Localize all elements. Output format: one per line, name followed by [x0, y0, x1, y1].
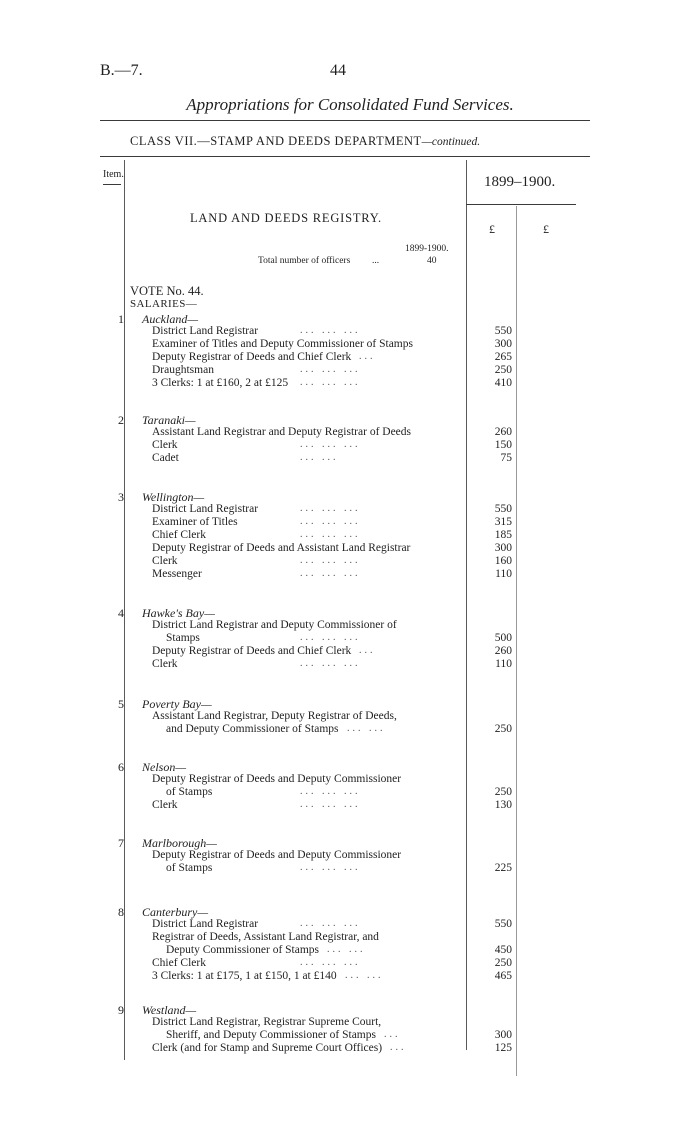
salary-row [0, 918, 700, 931]
salary-description: Assistant Land Registrar, Deputy Registrar of Deeds, [152, 710, 397, 722]
salary-row [0, 710, 700, 723]
salary-amount: 300 [494, 542, 512, 554]
currency-header-1: £ [489, 222, 495, 236]
item-number: 6 [118, 760, 124, 774]
item-number: 8 [118, 905, 124, 919]
salary-row [0, 325, 700, 338]
salary-description: 3 Clerks: 1 at £175, 1 at £150, 1 at £140 [152, 970, 337, 982]
salary-amount: 300 [494, 1029, 512, 1041]
salary-row [0, 970, 700, 983]
leader-dots: ... ... ... [300, 439, 361, 450]
vote-heading: VOTE No. 44. [130, 284, 204, 298]
salary-row [0, 723, 700, 736]
officers-count: 40 [427, 256, 437, 266]
salary-row [0, 568, 700, 581]
item-number: 4 [118, 606, 124, 620]
salary-amount: 250 [494, 364, 512, 376]
salary-row [0, 452, 700, 465]
salary-row [0, 377, 700, 390]
salary-amount: 410 [494, 377, 512, 389]
leader-dots: ... ... [347, 723, 386, 734]
leader-dots: ... ... ... [300, 568, 361, 579]
salary-amount: 125 [494, 1042, 512, 1054]
year-column-header: 1899–1900. [484, 174, 556, 190]
salary-description: District Land Registrar, Registrar Supreme Court, [152, 1016, 382, 1028]
leader-dots: ... ... [300, 452, 339, 463]
salary-row [0, 645, 700, 658]
salary-description: Deputy Registrar of Deeds and Deputy Commissioner [152, 849, 402, 861]
salary-description: Clerk (and for Stamp and Supreme Court Offices) [152, 1042, 383, 1054]
salary-amount: 550 [494, 503, 512, 515]
salary-description: Registrar of Deeds, Assistant Land Registrar, and [152, 931, 379, 943]
salary-row [0, 944, 700, 957]
leader-dots: ... ... ... [300, 325, 361, 336]
class-heading-text: CLASS VII.—STAMP AND DEEDS DEPARTMENT [130, 134, 422, 148]
salary-description: Stamps [166, 632, 200, 644]
salary-row [0, 1042, 700, 1055]
officers-label: Total number of officers [258, 256, 351, 266]
salary-amount: 250 [494, 957, 512, 969]
leader-dots: ... ... ... [300, 658, 361, 669]
salary-row [0, 364, 700, 377]
salary-description: Deputy Registrar of Deeds and Chief Clerk [152, 645, 352, 657]
salary-amount: 130 [494, 799, 512, 811]
year-header-rule [466, 204, 576, 205]
salary-row [0, 1016, 700, 1029]
salary-amount: 550 [494, 918, 512, 930]
salary-row [0, 529, 700, 542]
salary-description: Cadet [152, 452, 179, 464]
item-number: 3 [118, 490, 124, 504]
item-number: 2 [118, 413, 124, 427]
page-reference: B.—7. [100, 62, 143, 79]
class-rule [100, 156, 590, 157]
title-rule [100, 120, 590, 121]
salary-description: Deputy Commissioner of Stamps [166, 944, 320, 956]
salary-amount: 75 [500, 452, 512, 464]
item-header-rule [103, 184, 121, 185]
salary-amount: 450 [494, 944, 512, 956]
officers-dots: ... [372, 256, 380, 266]
officers-year: 1899-1900. [405, 244, 449, 254]
salary-amount: 465 [494, 970, 512, 982]
leader-dots: ... ... ... [300, 918, 361, 929]
salary-description: District Land Registrar [152, 918, 259, 930]
class-heading [130, 134, 480, 149]
class-heading-continued: —continued. [421, 136, 481, 148]
leader-dots: ... [390, 1042, 407, 1053]
leader-dots: ... ... ... [300, 364, 361, 375]
region-name: Canterbury— [142, 905, 208, 919]
leader-dots: ... ... ... [300, 503, 361, 514]
salary-row [0, 503, 700, 516]
salary-row [0, 542, 700, 555]
leader-dots: ... ... ... [300, 632, 361, 643]
salary-description: Deputy Registrar of Deeds and Deputy Commissioner [152, 773, 402, 785]
salary-amount: 250 [494, 723, 512, 735]
salary-description: Clerk [152, 658, 178, 670]
salary-amount: 300 [494, 338, 512, 350]
salary-row [0, 632, 700, 645]
leader-dots: ... ... [345, 970, 384, 981]
leader-dots: ... ... ... [300, 786, 361, 797]
region-name: Marlborough— [142, 836, 217, 850]
salary-amount: 500 [494, 632, 512, 644]
page-title: Appropriations for Consolidated Fund Services. [186, 95, 514, 114]
leader-dots: ... ... ... [300, 529, 361, 540]
leader-dots: ... ... ... [300, 377, 361, 388]
salary-amount: 110 [495, 658, 512, 670]
page-number: 44 [330, 62, 346, 79]
region-name: Westland— [142, 1003, 197, 1017]
salary-row [0, 555, 700, 568]
salary-amount: 110 [495, 568, 512, 580]
salary-description: Deputy Registrar of Deeds and Assistant Land Registrar [152, 542, 411, 554]
item-number: 1 [118, 312, 124, 326]
leader-dots: ... ... [327, 944, 366, 955]
salary-description: District Land Registrar [152, 503, 259, 515]
salary-amount: 265 [494, 351, 512, 363]
region-name: Hawke's Bay— [142, 606, 215, 620]
leader-dots: ... [359, 645, 376, 656]
salary-row [0, 1029, 700, 1042]
region-name: Poverty Bay— [142, 697, 212, 711]
salary-description: Clerk [152, 799, 178, 811]
salary-description: 3 Clerks: 1 at £160, 2 at £125 [152, 377, 289, 389]
leader-dots: ... [384, 1029, 401, 1040]
salary-row [0, 619, 700, 632]
salary-row [0, 957, 700, 970]
salaries-label: SALARIES— [130, 298, 198, 310]
salary-amount: 225 [494, 862, 512, 874]
salary-description: Assistant Land Registrar and Deputy Registrar of Deeds [152, 426, 412, 438]
salary-amount: 315 [494, 516, 512, 528]
salary-row [0, 516, 700, 529]
salary-amount: 160 [494, 555, 512, 567]
salary-description: Chief Clerk [152, 957, 206, 969]
leader-dots: ... ... ... [300, 799, 361, 810]
section-title: LAND AND DEEDS REGISTRY. [190, 211, 382, 225]
salary-row [0, 849, 700, 862]
salary-description: Clerk [152, 555, 178, 567]
salary-description: District Land Registrar and Deputy Commissioner of [152, 619, 397, 631]
salary-row [0, 351, 700, 364]
salary-description: of Stamps [166, 786, 213, 798]
salary-description: Clerk [152, 439, 178, 451]
salary-row [0, 786, 700, 799]
salary-amount: 260 [494, 426, 512, 438]
salary-description: Sheriff, and Deputy Commissioner of Stamps [166, 1029, 376, 1041]
salary-description: and Deputy Commissioner of Stamps [166, 723, 339, 735]
salary-description: Deputy Registrar of Deeds and Chief Clerk [152, 351, 352, 363]
salary-description: Chief Clerk [152, 529, 206, 541]
salary-amount: 185 [494, 529, 512, 541]
region-name: Taranaki— [142, 413, 196, 427]
salary-description: Messenger [152, 568, 202, 580]
leader-dots: ... ... ... [300, 516, 361, 527]
salary-row [0, 658, 700, 671]
region-name: Wellington— [142, 490, 205, 504]
salary-description: Draughtsman [152, 364, 214, 376]
item-number: 9 [118, 1003, 124, 1017]
description-column-divider [466, 160, 467, 1050]
item-number: 5 [118, 697, 124, 711]
salary-amount: 150 [494, 439, 512, 451]
salary-amount: 550 [494, 325, 512, 337]
salary-row [0, 773, 700, 786]
currency-header-2: £ [543, 222, 549, 236]
item-number: 7 [118, 836, 124, 850]
salary-row [0, 799, 700, 812]
salary-row [0, 426, 700, 439]
salary-row [0, 931, 700, 944]
item-column-header: Item. [103, 169, 124, 180]
salary-row [0, 439, 700, 452]
salary-description: of Stamps [166, 862, 213, 874]
salary-row [0, 862, 700, 875]
leader-dots: ... ... ... [300, 555, 361, 566]
leader-dots: ... ... ... [300, 957, 361, 968]
salary-amount: 250 [494, 786, 512, 798]
salary-description: Examiner of Titles [152, 516, 238, 528]
region-name: Auckland— [142, 312, 198, 326]
salary-description: Examiner of Titles and Deputy Commissioner of Stamps [152, 338, 413, 350]
salary-row [0, 338, 700, 351]
salary-amount: 260 [494, 645, 512, 657]
salary-description: District Land Registrar [152, 325, 259, 337]
leader-dots: ... ... ... [300, 862, 361, 873]
region-name: Nelson— [142, 760, 187, 774]
leader-dots: ... [359, 351, 376, 362]
